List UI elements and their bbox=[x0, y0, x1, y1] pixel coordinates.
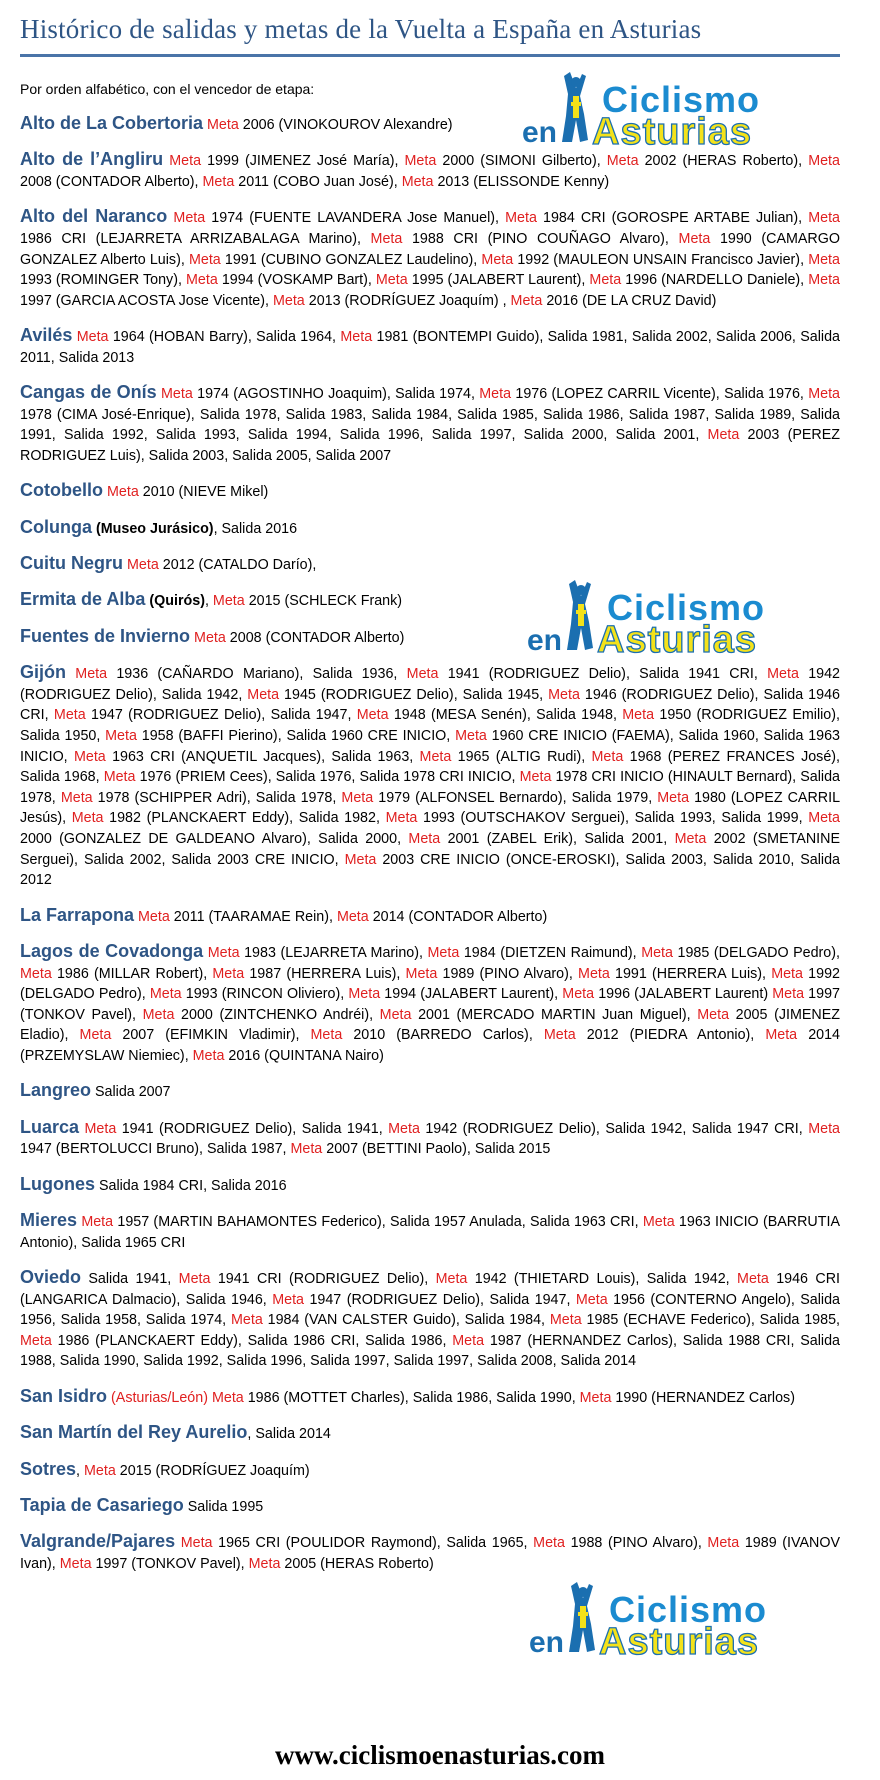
entry-text: 1974 (FUENTE LAVANDERA Jose Manuel), bbox=[205, 210, 506, 227]
entry-text: 1957 (MARTIN BAHAMONTES Federico), Salida 1957 Anulada, Salida 1963 CRI, bbox=[113, 1214, 643, 1231]
entry-text: 1942 (THIETARD Louis), Salida 1942, bbox=[467, 1271, 738, 1288]
ciclismo-en-asturias-logo bbox=[523, 576, 813, 656]
meta-label: Meta bbox=[202, 173, 235, 190]
place-name: Alto de l’Angliru bbox=[20, 149, 164, 170]
entry-text: Salida 1995 bbox=[183, 1499, 264, 1516]
entry-paragraph bbox=[20, 480, 840, 503]
entry-text: 1942 (RODRIGUEZ Delio), Salida 1942, bbox=[20, 666, 841, 703]
entry-text: 1996 (NARDELLO Daniele), bbox=[621, 272, 809, 289]
logo-word-en: en bbox=[527, 624, 563, 656]
entry-text: 2016 (DE LA CRUZ David) bbox=[542, 292, 717, 309]
entry-text: 2011 (COBO Juan José), bbox=[234, 173, 402, 190]
entry-text: 1997 (TONKOV Pavel), bbox=[91, 1556, 249, 1572]
entry-text: 2000 (GONZALEZ DE GALDEANO Alvaro), Salida 2000, bbox=[20, 831, 409, 847]
entry-text: 2014 (PRZEMYSLAW Niemiec), bbox=[20, 1027, 841, 1064]
entry-paragraph bbox=[20, 1386, 840, 1409]
entry-text: 2015 (RODRÍGUEZ Joaquím) bbox=[115, 1462, 310, 1479]
meta-label: Meta bbox=[591, 748, 624, 765]
entry-text: 2010 (NIEVE Mikel) bbox=[138, 484, 269, 501]
entry-text: 2016 (QUINTANA Nairo) bbox=[224, 1047, 384, 1064]
entry-text: 1988 (PINO Alvaro), bbox=[564, 1535, 708, 1552]
logo-word-ciclismo: Ciclismo bbox=[602, 79, 761, 120]
entry-text: , Salida 2014 bbox=[247, 1426, 331, 1443]
meta-label: Meta bbox=[606, 153, 639, 170]
meta-label: Meta bbox=[161, 386, 193, 403]
meta-label: Meta bbox=[388, 1120, 420, 1137]
cyclist-icon bbox=[569, 1582, 595, 1652]
entry-text: 1992 (MAULEON UNSAIN Francisco Javier), bbox=[513, 251, 809, 268]
entry-text: 2001 (MERCADO MARTIN Juan Miguel), bbox=[411, 1006, 698, 1023]
entry-text: 2006 (VINOKOUROV Alexandre) bbox=[238, 117, 453, 133]
entry-text: 1994 (JALABERT Laurent), bbox=[380, 986, 563, 1003]
meta-label: Meta bbox=[73, 748, 106, 765]
meta-label: Meta bbox=[405, 965, 438, 982]
entry-text: 2005 (JIMENEZ Eladio), bbox=[20, 1006, 840, 1044]
entry-text: 1991 (CUBINO GONZALEZ Laudelino), bbox=[220, 251, 482, 268]
place-name: Tapia de Casariego bbox=[20, 1495, 184, 1516]
entry-text: 1941 (RODRIGUEZ Delio), Salida 1941 CRI, bbox=[438, 666, 768, 683]
meta-label: Meta bbox=[211, 1389, 244, 1406]
meta-label: Meta bbox=[142, 1006, 175, 1023]
meta-label: Meta bbox=[808, 210, 840, 227]
entry-text: 1990 (HERNANDEZ Carlos) bbox=[611, 1389, 795, 1406]
meta-label: Meta bbox=[207, 117, 239, 133]
place-name: Luarca bbox=[20, 1116, 80, 1137]
entry-text: 2005 (HERAS Roberto) bbox=[280, 1556, 434, 1572]
entry-paragraph bbox=[20, 1422, 840, 1445]
meta-label: Meta bbox=[310, 1027, 343, 1044]
entry-text: 2002 (HERAS Roberto), bbox=[638, 153, 809, 170]
meta-label: Meta bbox=[642, 1214, 675, 1231]
entry-text: 1984 (VAN CALSTER Guido), Salida 1984, bbox=[262, 1312, 550, 1329]
entry-paragraph bbox=[20, 905, 840, 928]
entry-text: 1996 (JALABERT Laurent) bbox=[594, 986, 773, 1003]
entry-text: 1981 (BONTEMPI Guido), Salida 1981, Salida 2002, Salida 2006, Salida 2011, Salida 2013 bbox=[20, 329, 840, 366]
logo-graphic bbox=[525, 1578, 815, 1658]
meta-label: Meta bbox=[765, 1027, 798, 1044]
meta-label: Meta bbox=[767, 666, 799, 683]
logo-word-asturias: Asturias bbox=[599, 1621, 760, 1658]
entry-text: 1990 (CAMARGO GONZALEZ Alberto Luis), bbox=[20, 230, 840, 268]
place-name: Cotobello bbox=[20, 480, 103, 501]
meta-label: Meta bbox=[385, 810, 418, 827]
entry-text: 1987 (HERRERA Luis), bbox=[244, 965, 406, 982]
ciclismo-en-asturias-logo bbox=[525, 1578, 815, 1658]
meta-label: Meta bbox=[370, 230, 403, 247]
meta-label: Meta bbox=[562, 986, 595, 1003]
place-name: Valgrande/Pajares bbox=[20, 1531, 176, 1552]
meta-label: Meta bbox=[185, 272, 218, 289]
place-name: Sotres bbox=[20, 1458, 77, 1479]
entry-text: 1965 CRI (POULIDOR Raymond), Salida 1965, bbox=[212, 1535, 534, 1552]
entry-text: 2007 (BETTINI Paolo), Salida 2015 bbox=[322, 1141, 551, 1158]
place-name: Langreo bbox=[20, 1080, 92, 1101]
meta-label: Meta bbox=[180, 1535, 213, 1552]
cyclist-icon bbox=[567, 580, 593, 650]
meta-label: Meta bbox=[60, 789, 93, 806]
logo-word-en: en bbox=[522, 116, 558, 148]
entry-text: 2002 (SMETANINE Serguei), Salida 2002, Salida 2003 CRE INICIO, bbox=[20, 831, 840, 868]
entry-text: 1988 CRI (PINO COUÑAGO Alvaro), bbox=[402, 230, 679, 247]
place-name: San Isidro bbox=[20, 1385, 108, 1406]
meta-label: Meta bbox=[79, 1027, 112, 1044]
entry-paragraph bbox=[20, 1174, 840, 1197]
logo-word-ciclismo: Ciclismo bbox=[609, 1589, 768, 1630]
entry-text: 2000 (ZINTCHENKO Andréi), bbox=[174, 1006, 380, 1023]
entry-text: Salida 2007 bbox=[91, 1084, 171, 1101]
entry-text: 2008 (CONTADOR Alberto), bbox=[20, 173, 203, 190]
entry-text: Salida 1941, bbox=[81, 1271, 179, 1288]
entry-text: 1958 (BAFFI Pierino), Salida 1960 CRE INICIO, bbox=[136, 728, 456, 745]
entry-text: 2012 (PIEDRA Antonio), bbox=[575, 1027, 766, 1044]
entry-text: 1989 (IVANOV Ivan), bbox=[20, 1535, 840, 1572]
entry-text bbox=[66, 666, 75, 682]
meta-label: Meta bbox=[272, 1291, 305, 1308]
entry-text: , Salida 2016 bbox=[213, 520, 298, 537]
location-note: (Quirós) bbox=[149, 593, 205, 610]
meta-label: Meta bbox=[207, 944, 240, 961]
meta-label: Meta bbox=[81, 1214, 114, 1231]
place-name: Ermita de Alba bbox=[20, 589, 146, 610]
entry-paragraph bbox=[20, 662, 840, 891]
meta-label: Meta bbox=[106, 484, 139, 501]
meta-label: Meta bbox=[589, 272, 622, 289]
title-divider bbox=[20, 54, 840, 57]
meta-label: Meta bbox=[479, 386, 512, 403]
cyclist-icon bbox=[562, 72, 588, 142]
logo-graphic bbox=[523, 576, 813, 656]
meta-label: Meta bbox=[59, 1556, 92, 1572]
entry-paragraph bbox=[20, 149, 840, 192]
place-name: Alto de La Cobertoria bbox=[20, 113, 204, 133]
place-name: Colunga bbox=[20, 516, 92, 537]
entry-text: 1965 (ALTIG Rudi), bbox=[451, 748, 592, 765]
entry-text: 1994 (VOSKAMP Bart), bbox=[217, 272, 376, 289]
entry-text: Salida 1984 CRI, Salida 2016 bbox=[95, 1177, 287, 1194]
meta-label: Meta bbox=[126, 557, 159, 574]
meta-label: Meta bbox=[379, 1006, 412, 1023]
logo-word-asturias: Asturias bbox=[592, 111, 753, 148]
entry-text: 1989 (PINO Alvaro), bbox=[437, 965, 579, 982]
entry-text: 1941 CRI (RODRIGUEZ Delio), bbox=[210, 1271, 436, 1288]
logo-word-en: en bbox=[529, 1626, 565, 1658]
entry-text: 1993 (OUTSCHAKOV Serguei), Salida 1993, Salida 1999, bbox=[417, 810, 809, 827]
place-name: Oviedo bbox=[20, 1267, 82, 1288]
meta-label: Meta bbox=[356, 707, 389, 724]
entry-text: 1976 (LOPEZ CARRIL Vicente), Salida 1976, bbox=[511, 386, 809, 403]
entry-text: 1997 (GARCIA ACOSTA Jose Vicente), bbox=[20, 292, 273, 309]
meta-label: Meta bbox=[194, 629, 226, 646]
entry-text: 2012 (CATALDO Darío), bbox=[158, 557, 317, 574]
entry-text: 1974 (AGOSTINHO Joaquim), Salida 1974, bbox=[192, 386, 480, 403]
entry-paragraph bbox=[20, 1267, 840, 1372]
meta-label: Meta bbox=[336, 908, 369, 925]
entry-paragraph bbox=[20, 1117, 840, 1160]
place-name: Gijón bbox=[20, 662, 66, 683]
entry-paragraph bbox=[20, 1080, 840, 1103]
entry-text: 1978 CRI INICIO (HINAULT Bernard), Salida 1978, bbox=[20, 769, 840, 806]
meta-label: Meta bbox=[622, 707, 655, 724]
meta-label: Meta bbox=[707, 1535, 740, 1552]
entry-paragraph bbox=[20, 206, 840, 311]
entry-text: 1987 (HERNANDEZ Carlos), Salida 1988 CRI, Salida 1988, Salida 1990, Salida 1992, Salida 1996, Salida 1997, Salida 1997, Salida 2008, Salida 2014 bbox=[20, 1332, 841, 1370]
entry-text: 1963 INICIO (BARRUTIA Antonio), Salida 1965 CRI bbox=[20, 1214, 840, 1251]
meta-label: Meta bbox=[549, 1312, 582, 1329]
meta-label: Meta bbox=[340, 329, 373, 346]
entry-text: 2013 (RODRÍGUEZ Joaquím) , bbox=[304, 292, 511, 309]
place-name: Lugones bbox=[20, 1173, 95, 1194]
entry-paragraph bbox=[20, 517, 840, 540]
entry-paragraph bbox=[20, 941, 840, 1067]
entry-text: 1982 (PLANCKAERT Eddy), Salida 1982, bbox=[103, 810, 386, 827]
entry-text: 2013 (ELISSONDE Kenny) bbox=[433, 173, 610, 190]
meta-label: Meta bbox=[771, 965, 803, 982]
entry-text: 1985 (DELGADO Pedro), bbox=[672, 944, 840, 961]
meta-label: Meta bbox=[138, 908, 170, 925]
entry-text: 1964 (HOBAN Barry), Salida 1964, bbox=[108, 329, 341, 346]
meta-label: Meta bbox=[519, 769, 552, 786]
meta-label: Meta bbox=[75, 666, 108, 683]
entry-text: 1956 (CONTERNO Angelo), Salida 1956, Salida 1958, Salida 1974, bbox=[20, 1291, 841, 1329]
meta-label: Meta bbox=[401, 173, 434, 190]
meta-label: Meta bbox=[808, 1120, 840, 1137]
meta-label: Meta bbox=[408, 831, 441, 847]
entry-text: 1993 (RINCON Oliviero), bbox=[181, 986, 349, 1003]
meta-label: Meta bbox=[697, 1006, 730, 1023]
entry-text: 1976 (PRIEM Cees), Salida 1976, Salida 1978 CRI INICIO, bbox=[135, 769, 520, 786]
entry-text: 1986 (PLANCKAERT Eddy), Salida 1986 CRI, Salida 1986, bbox=[51, 1332, 453, 1349]
meta-label: Meta bbox=[247, 686, 280, 703]
meta-label: Meta bbox=[578, 965, 610, 982]
meta-label: Meta bbox=[435, 1271, 468, 1288]
meta-label: Meta bbox=[575, 1291, 608, 1308]
entry-text: 1947 (BERTOLUCCI Bruno), Salida 1987, bbox=[20, 1141, 291, 1158]
meta-label: Meta bbox=[290, 1141, 323, 1158]
meta-label: Meta bbox=[505, 210, 537, 227]
place-name: Cangas de Onís bbox=[20, 382, 157, 403]
meta-label: Meta bbox=[707, 427, 740, 444]
entry-text: 2000 (SIMONI Gilberto), bbox=[436, 153, 607, 170]
entry-text: 1950 (RODRIGUEZ Emilio), Salida 1950, bbox=[20, 707, 840, 745]
entry-text: 1948 (MESA Senén), Salida 1948, bbox=[388, 707, 623, 724]
entry-text: 1978 (SCHIPPER Adri), Salida 1978, bbox=[92, 789, 342, 806]
meta-label: Meta bbox=[169, 153, 202, 170]
entry-text: 1986 CRI (LEJARRETA ARRIZABALAGA Marino), bbox=[20, 230, 371, 247]
entry-text: 2008 (CONTADOR Alberto) bbox=[225, 629, 405, 646]
entry-text: 1946 CRI (LANGARICA Dalmacio), Salida 1946, bbox=[20, 1271, 840, 1308]
meta-label: Meta bbox=[657, 789, 690, 806]
meta-label: Meta bbox=[737, 1271, 769, 1288]
meta-label: Meta bbox=[272, 292, 305, 309]
meta-label: Meta bbox=[105, 728, 137, 745]
meta-label: Meta bbox=[808, 153, 840, 170]
meta-label: Meta bbox=[53, 707, 86, 724]
meta-label: Meta bbox=[808, 272, 840, 289]
entries-list bbox=[20, 113, 840, 1588]
entry-text: 1985 (ECHAVE Federico), Salida 1985, bbox=[581, 1312, 840, 1329]
entry-text: 1986 (MILLAR Robert), bbox=[51, 965, 213, 982]
logo-graphic bbox=[518, 68, 808, 148]
meta-label: Meta bbox=[84, 1120, 117, 1137]
intro-text: Por orden alfabético, con el vencedor de etapa: bbox=[20, 81, 315, 97]
meta-label: Meta bbox=[103, 769, 136, 786]
entry-text: 1986 (MOTTET Charles), Salida 1986, Salida 1990, bbox=[243, 1389, 580, 1406]
meta-label: Meta bbox=[212, 593, 245, 610]
entry-text: 2007 (EFIMKIN Vladimir), bbox=[111, 1027, 311, 1044]
entry-paragraph bbox=[20, 382, 840, 466]
meta-label: Meta bbox=[192, 1047, 225, 1064]
place-name: Fuentes de Invierno bbox=[20, 625, 191, 646]
meta-label: Meta bbox=[641, 944, 673, 961]
entry-text: 2010 (BARREDO Carlos), bbox=[342, 1027, 544, 1044]
logo-word-ciclismo: Ciclismo bbox=[607, 587, 766, 628]
entry-text: 1991 (HERRERA Luis), bbox=[609, 965, 772, 982]
meta-label: Meta bbox=[808, 810, 840, 827]
entry-text: , bbox=[76, 1462, 84, 1479]
meta-label: Meta bbox=[20, 965, 52, 982]
meta-label: Meta bbox=[83, 1462, 116, 1479]
entry-text: 1979 (ALFONSEL Bernardo), Salida 1979, bbox=[373, 789, 658, 806]
meta-label: Meta bbox=[808, 251, 840, 268]
meta-label: Meta bbox=[20, 1332, 52, 1349]
place-name: Avilés bbox=[20, 325, 73, 346]
meta-label: Meta bbox=[455, 728, 487, 745]
entry-text: 1960 CRE INICIO (FAEMA), Salida 1960, Salida 1963 INICIO, bbox=[20, 728, 841, 765]
entry-paragraph bbox=[20, 1495, 840, 1518]
meta-label: Meta bbox=[674, 831, 707, 847]
entry-text: 1983 (LEJARRETA Marino), bbox=[239, 944, 428, 961]
entry-text: 2011 (TAARAMAE Rein), bbox=[169, 908, 337, 925]
meta-label: Meta bbox=[149, 986, 182, 1003]
place-name: Cuitu Negru bbox=[20, 553, 123, 574]
entry-text: 1941 (RODRIGUEZ Delio), Salida 1941, bbox=[116, 1120, 389, 1137]
page-title: Histórico de salidas y metas de la Vuelta a España en Asturias bbox=[20, 14, 702, 44]
location-note: (Museo Jurásico) bbox=[95, 520, 214, 537]
entry-text: 1995 (JALABERT Laurent), bbox=[407, 272, 590, 289]
entry-text: 1993 (ROMINGER Tony), bbox=[20, 272, 186, 289]
meta-label: Meta bbox=[452, 1332, 485, 1349]
entry-text: 1997 (TONKOV Pavel), bbox=[20, 986, 840, 1023]
meta-label: Meta bbox=[510, 292, 543, 309]
meta-label: Meta bbox=[71, 810, 104, 827]
entry-text: 2003 CRE INICIO (ONCE-EROSKI), Salida 2003, Salida 2010, Salida 2012 bbox=[20, 851, 840, 889]
meta-label: Meta bbox=[76, 329, 109, 346]
entry-paragraph bbox=[20, 1531, 840, 1574]
meta-label: Meta bbox=[178, 1271, 211, 1288]
meta-label: Meta bbox=[533, 1535, 565, 1552]
meta-label: Meta bbox=[248, 1556, 281, 1572]
meta-label: (Asturias/León) bbox=[111, 1389, 208, 1406]
entry-text: 1946 (RODRIGUEZ Delio), Salida 1946 CRI, bbox=[20, 686, 840, 724]
entry-text: 2015 (SCHLECK Frank) bbox=[244, 593, 403, 610]
entry-paragraph bbox=[20, 553, 840, 576]
place-name: San Martín del Rey Aurelio bbox=[20, 1422, 248, 1443]
meta-label: Meta bbox=[212, 965, 245, 982]
place-name: Mieres bbox=[20, 1210, 78, 1231]
entry-paragraph bbox=[20, 325, 840, 368]
entry-paragraph bbox=[20, 1459, 840, 1482]
meta-label: Meta bbox=[427, 944, 460, 961]
entry-text: 1963 CRI (ANQUETIL Jacques), Salida 1963, bbox=[105, 748, 420, 765]
entry-text: 1984 (DIETZEN Raimund), bbox=[459, 944, 642, 961]
entry-text: 2001 (ZABEL Erik), Salida 2001, bbox=[440, 831, 675, 847]
meta-label: Meta bbox=[579, 1389, 612, 1406]
entry-text: 1936 (CAÑARDO Mariano), Salida 1936, bbox=[107, 666, 407, 683]
meta-label: Meta bbox=[808, 386, 840, 403]
meta-label: Meta bbox=[375, 272, 408, 289]
entry-text: 2003 (PEREZ RODRIGUEZ Luis), Salida 2003, Salida 2005, Salida 2007 bbox=[20, 427, 840, 464]
entry-text: 1945 (RODRIGUEZ Delio), Salida 1945, bbox=[279, 686, 549, 703]
entry-text: 1980 (LOPEZ CARRIL Jesús), bbox=[20, 789, 841, 827]
meta-label: Meta bbox=[543, 1027, 576, 1044]
meta-label: Meta bbox=[406, 666, 439, 683]
meta-label: Meta bbox=[344, 851, 377, 868]
meta-label: Meta bbox=[173, 210, 206, 227]
place-name: Alto del Naranco bbox=[20, 206, 168, 227]
meta-label: Meta bbox=[230, 1312, 263, 1329]
entry-text: 1992 (DELGADO Pedro), bbox=[20, 965, 840, 1003]
place-name: Lagos de Covadonga bbox=[20, 940, 204, 961]
entry-paragraph bbox=[20, 1210, 840, 1253]
place-name: La Farrapona bbox=[20, 904, 135, 925]
meta-label: Meta bbox=[419, 748, 452, 765]
entry-text: 1942 (RODRIGUEZ Delio), Salida 1942, Salida 1947 CRI, bbox=[419, 1120, 809, 1137]
meta-label: Meta bbox=[481, 251, 514, 268]
logo-word-asturias: Asturias bbox=[597, 619, 758, 656]
meta-label: Meta bbox=[341, 789, 374, 806]
meta-label: Meta bbox=[348, 986, 381, 1003]
ciclismo-en-asturias-logo bbox=[518, 68, 808, 148]
meta-label: Meta bbox=[188, 251, 221, 268]
meta-label: Meta bbox=[678, 230, 711, 247]
entry-text: 2014 (CONTADOR Alberto) bbox=[368, 908, 548, 925]
entry-text: , bbox=[204, 593, 213, 610]
meta-label: Meta bbox=[772, 986, 805, 1003]
entry-text: 1978 (CIMA José-Enrique), Salida 1978, Salida 1983, Salida 1984, Salida 1985, Salida 1986, Salida 1987, Salida 1989, Salida 1991, Salida 1992, Salida 1993, Salida 1994, Salida 1996, Salida 1997, Salida 2000, Salida 2001, bbox=[20, 406, 840, 444]
entry-text: 1947 (RODRIGUEZ Delio), Salida 1947, bbox=[85, 707, 357, 724]
entry-text: 1999 (JIMENEZ José María), bbox=[201, 153, 405, 170]
entry-text: 1947 (RODRIGUEZ Delio), Salida 1947, bbox=[304, 1291, 576, 1308]
entry-text: 1968 (PEREZ FRANCES José), Salida 1968, bbox=[20, 748, 841, 786]
footer-url[interactable]: www.ciclismoenasturias.com bbox=[275, 1740, 605, 1770]
meta-label: Meta bbox=[404, 153, 437, 170]
entry-text: 1984 CRI (GOROSPE ARTABE Julian), bbox=[536, 210, 809, 227]
meta-label: Meta bbox=[548, 686, 580, 703]
